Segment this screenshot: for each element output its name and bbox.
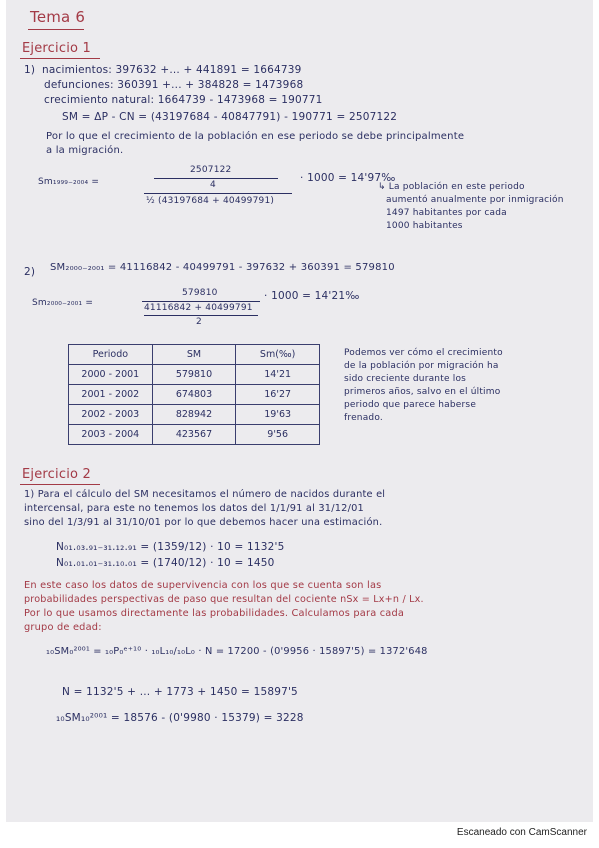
ex2-line-1: 1) Para el cálculo del SM necesitamos el número de nacidos durante el [24, 489, 386, 500]
sm-2000-2001-line: SM₂₀₀₀₋₂₀₀₁ = 41116842 - 40499791 - 397632 + 360391 = 579810 [50, 262, 395, 273]
crecimiento-line: crecimiento natural: 1664739 - 1473968 = 190771 [44, 94, 323, 106]
tasa2-divisor: 2 [196, 317, 202, 327]
table-comment-line-4: primeros años, salvo en el último [344, 387, 501, 397]
tasa2-inner-bar [144, 315, 258, 316]
table-row [69, 405, 320, 425]
ex2-line-3: sino del 1/3/91 al 31/10/01 por lo que debemos hacer una estimación. [24, 517, 383, 528]
ex2-line-2: intercensal, para este no tenemos los datos del 1/1/91 al 31/12/01 [24, 503, 364, 514]
table-comment-line-3: sido creciente durante los [344, 374, 467, 384]
tasa1-denominator: ½ (43197684 + 40499791) [146, 196, 275, 206]
ex2-para-line-3: Por lo que usamos directamente las probabilidades. Calculamos para cada [24, 608, 405, 619]
tasa1-note-1: ↳ La población en este periodo [378, 182, 525, 192]
total-births-equation: N = 1132'5 + ... + 1773 + 1450 = 15897'5 [62, 686, 298, 698]
table-row [69, 365, 320, 385]
nacimientos-line: nacimientos: 397632 +... + 441891 = 1664739 [42, 64, 302, 76]
tasa2-numerator: 579810 [182, 288, 218, 298]
table-cell: 2003 - 2004 [69, 425, 153, 445]
tasa2-denominator: 41116842 + 40499791 [144, 303, 253, 313]
table-row [69, 385, 320, 405]
table-header-tasa: Sm(‰) [236, 345, 320, 365]
tasa1-main-bar [144, 193, 292, 194]
table-header-row [69, 345, 320, 365]
table-comment-line-1: Podemos ver cómo el crecimiento [344, 348, 503, 358]
exercise-1-heading: Ejercicio 1 [22, 41, 91, 56]
title-underline [28, 29, 84, 30]
table-cell: 16'27 [236, 385, 320, 405]
table-cell: 9'56 [236, 425, 320, 445]
table-header-periodo: Periodo [69, 345, 153, 365]
table-cell: 579810 [152, 365, 236, 385]
tasa1-inner-bar [154, 178, 278, 179]
table-comment-line-2: de la población por migración ha [344, 361, 499, 371]
births-estimate-1: N₀₁.₀₃.₉₁₋₃₁.₁₂.₉₁ = (1359/12) · 10 = 1132'5 [56, 541, 285, 553]
table-cell: 2001 - 2002 [69, 385, 153, 405]
table-cell: 674803 [152, 385, 236, 405]
page-title: Tema 6 [30, 8, 86, 26]
exercise-2-underline [20, 484, 100, 485]
tasa1-note-4: 1000 habitantes [386, 221, 463, 231]
table-header-sm: SM [152, 345, 236, 365]
scanner-watermark: Escaneado con CamScanner [456, 827, 587, 838]
ex1-text-line-1: Por lo que el crecimiento de la población en ese periodo se debe principalmente [46, 131, 465, 142]
tasa1-note-2: aumentó anualmente por inmigración [386, 195, 564, 205]
tasa1-numerator: 2507122 [190, 165, 232, 175]
table-row [69, 425, 320, 445]
ex1-part2-number: 2) [24, 266, 36, 278]
table-comment-line-5: periodo que parece haberse [344, 400, 477, 410]
tasa2-main-bar [142, 301, 260, 302]
ex2-para-line-4: grupo de edad: [24, 622, 102, 633]
defunciones-line: defunciones: 360391 +... + 384828 = 1473968 [44, 79, 304, 91]
table-cell: 19'63 [236, 405, 320, 425]
tasa1-note-3: 1497 habitantes por cada [386, 208, 507, 218]
sm-formula-line: SM = ΔP - CN = (43197684 - 40847791) - 190771 = 2507122 [62, 111, 398, 123]
exercise-2-heading: Ejercicio 2 [22, 467, 91, 482]
table-cell: 2002 - 2003 [69, 405, 153, 425]
ex1-text-line-2: a la migración. [46, 145, 124, 156]
tasa1-divisor: 4 [210, 180, 216, 190]
ex2-para-line-1: En este caso los datos de supervivencia con los que se cuenta son las [24, 580, 382, 591]
tasa1-result: · 1000 = 14'97‰ [300, 172, 396, 184]
table-cell: 2000 - 2001 [69, 365, 153, 385]
sm-table [68, 344, 320, 445]
births-estimate-2: N₀₁.₀₁.₀₁₋₃₁.₁₀.₀₁ = (1740/12) · 10 = 1450 [56, 557, 275, 569]
table-comment-line-6: frenado. [344, 413, 383, 423]
table-cell: 14'21 [236, 365, 320, 385]
sm-age-group-10-equation: ₁₀SM₁₀²⁰⁰¹ = 18576 - (0'9980 · 15379) = 3228 [56, 712, 304, 724]
tasa2-label: Sm₂₀₀₀₋₂₀₀₁ = [32, 298, 94, 308]
tasa1-label: Sm₁₉₉₉₋₂₀₀₄ = [38, 177, 100, 187]
sm-age-group-0-equation: ₁₀SM₀²⁰⁰¹ = ₁₀P₀ᵉ⁺¹⁰ · ₁₀L₁₀/₁₀L₀ · N = 17200 - (0'9956 · 15897'5) = 1372'648 [46, 646, 428, 657]
ex2-para-line-2: probabilidades perspectivas de paso que resultan del cociente nSx = Lx+n / Lx. [24, 594, 424, 605]
ex1-part1-number: 1) [24, 64, 36, 76]
exercise-1-underline [20, 58, 100, 59]
scanned-page [6, 0, 593, 822]
table-cell: 423567 [152, 425, 236, 445]
table-cell: 828942 [152, 405, 236, 425]
tasa2-result: · 1000 = 14'21‰ [264, 290, 360, 302]
